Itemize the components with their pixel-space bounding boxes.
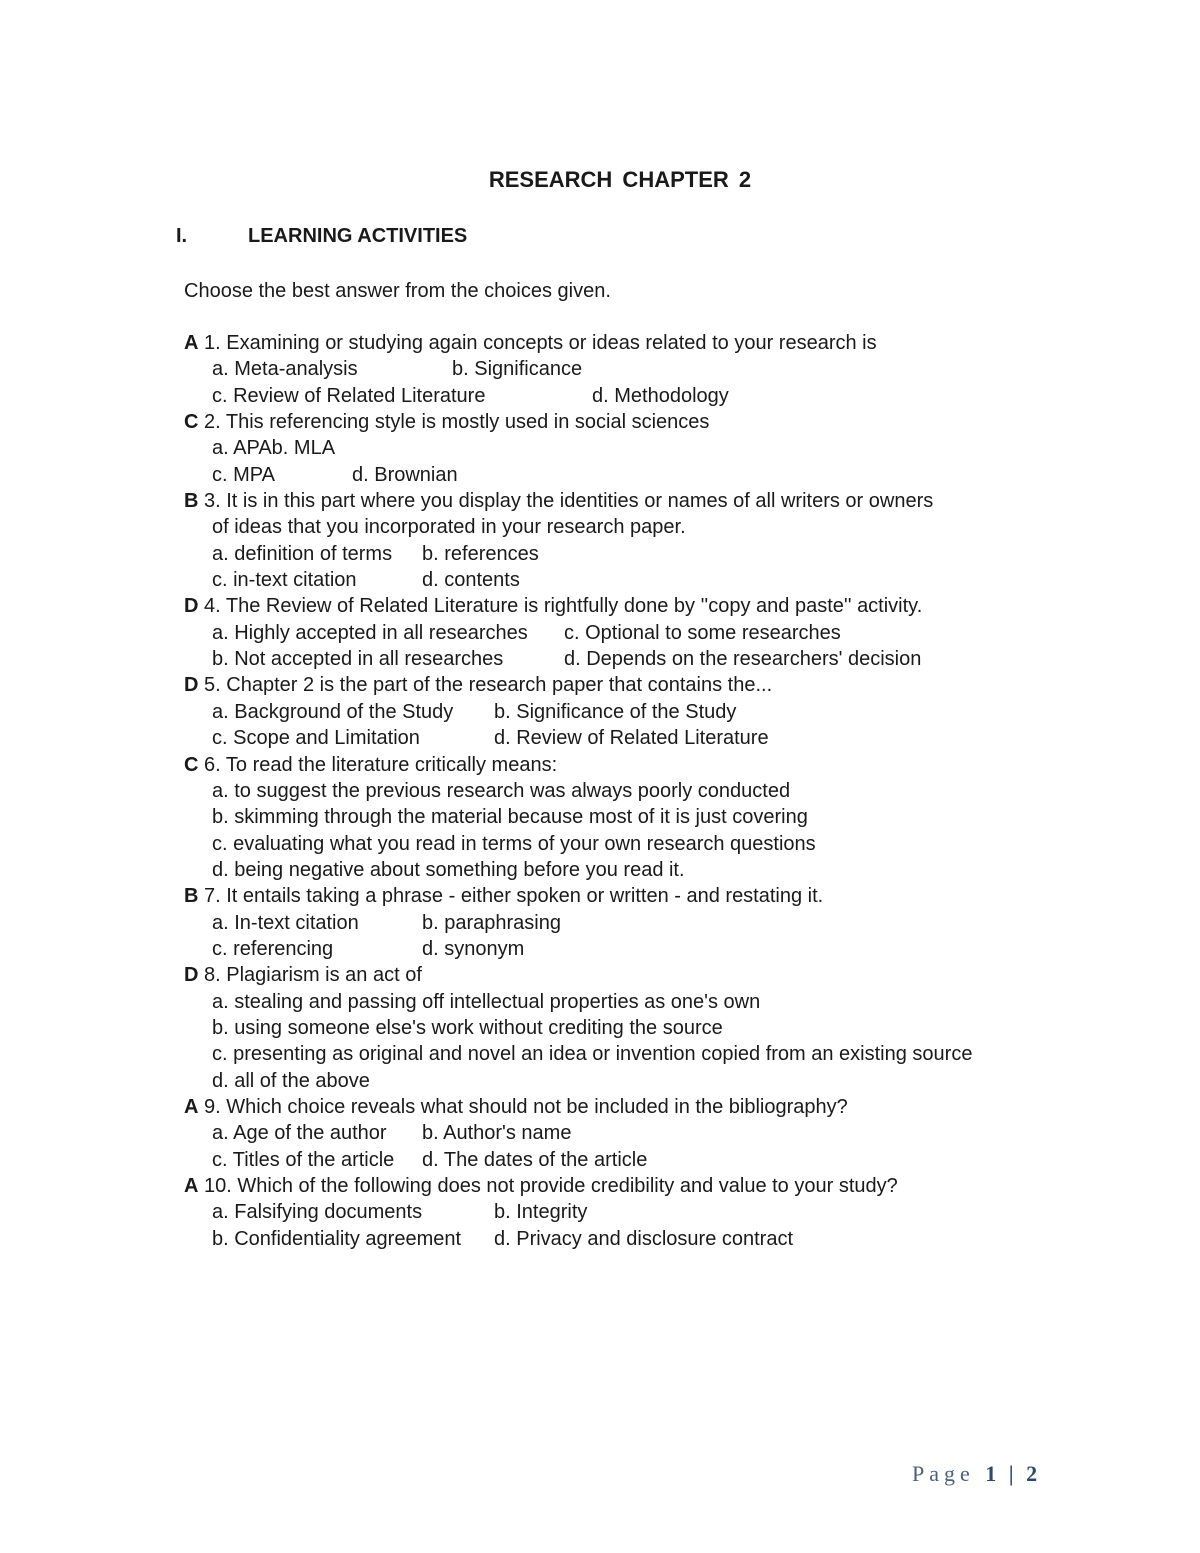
question-item bbox=[184, 593, 1024, 672]
choice-option: d. Privacy and disclosure contract bbox=[494, 1227, 794, 1250]
question-text: 7. It entails taking a phrase - either spoken or written - and restating it. bbox=[204, 885, 824, 908]
answer-key: A bbox=[184, 332, 199, 354]
question-item bbox=[184, 409, 1024, 488]
question-line bbox=[184, 593, 1024, 619]
choice-option: c. Optional to some researches bbox=[564, 621, 841, 644]
page-footer bbox=[912, 1461, 1039, 1487]
question-line bbox=[184, 962, 1024, 988]
question-text: 3. It is in this part where you display the identities or names of all writers or owners bbox=[204, 490, 934, 513]
question-item bbox=[184, 488, 1024, 593]
question-item bbox=[184, 1173, 1024, 1252]
choice-option: d. contents bbox=[422, 569, 520, 592]
question-line bbox=[184, 409, 1024, 435]
choice-option: b. Significance of the Study bbox=[494, 700, 737, 723]
question-line bbox=[184, 330, 1024, 356]
question-item bbox=[184, 883, 1024, 962]
answer-key: C bbox=[184, 753, 199, 776]
question-list bbox=[184, 330, 1024, 1252]
question-text: 2. This referencing style is mostly used in social sciences bbox=[204, 411, 710, 434]
question-line bbox=[184, 883, 1024, 909]
choice-option: c. Titles of the article bbox=[212, 1148, 395, 1171]
choice-row bbox=[184, 831, 1024, 857]
choice-option: b. Not accepted in all researches bbox=[212, 648, 504, 671]
choice-option: b. skimming through the material because most of it is just covering bbox=[212, 806, 808, 829]
answer-key: B bbox=[184, 885, 199, 908]
choice-option: d. Depends on the researchers' decision bbox=[564, 648, 922, 671]
choice-row bbox=[184, 910, 1024, 936]
question-line bbox=[184, 752, 1024, 778]
answer-key: B bbox=[184, 490, 199, 513]
choice-row bbox=[184, 646, 1024, 672]
choice-option: a. Falsifying documents bbox=[212, 1201, 423, 1224]
footer-page-label: Page bbox=[912, 1461, 975, 1486]
choice-option: a. stealing and passing off intellectual properties as one's own bbox=[212, 990, 761, 1013]
choice-option: b. using someone else's work without crediting the source bbox=[212, 1016, 723, 1039]
answer-key: D bbox=[184, 595, 199, 618]
answer-key: D bbox=[184, 674, 199, 697]
choice-row bbox=[184, 1068, 1024, 1094]
choice-option: c. referencing bbox=[212, 937, 334, 960]
choice-option: b. Confidentiality agreement bbox=[212, 1227, 462, 1250]
choice-option: d. Methodology bbox=[592, 384, 729, 407]
choice-option: a. to suggest the previous research was always poorly conducted bbox=[212, 779, 791, 802]
choice-option: b. Author's name bbox=[422, 1122, 572, 1145]
choice-option: d. The dates of the article bbox=[422, 1148, 648, 1171]
answer-key: D bbox=[184, 964, 199, 987]
choice-row bbox=[184, 804, 1024, 830]
choice-row bbox=[184, 1147, 1024, 1173]
choice-option: d. all of the above bbox=[212, 1069, 370, 1092]
choice-row bbox=[184, 1226, 1024, 1252]
choice-option: a. Age of the author bbox=[212, 1122, 387, 1145]
question-item bbox=[184, 752, 1024, 884]
choice-option: c. MPA bbox=[212, 463, 275, 486]
choice-row bbox=[184, 383, 1024, 409]
question-line bbox=[184, 672, 1024, 698]
question-line bbox=[184, 488, 1024, 514]
question-text: 9. Which choice reveals what should not be included in the bibliography? bbox=[204, 1095, 848, 1118]
question-text: 4. The Review of Related Literature is rightfully done by ''copy and paste'' activity. bbox=[204, 595, 923, 618]
choice-option: d. being negative about something before you read it. bbox=[212, 858, 685, 881]
section-number: I. bbox=[176, 225, 188, 247]
question-text: 5. Chapter 2 is the part of the research paper that contains the... bbox=[204, 674, 773, 697]
choice-row bbox=[184, 778, 1024, 804]
question-line bbox=[184, 1094, 1024, 1120]
choice-option: b. Integrity bbox=[494, 1201, 588, 1224]
choice-option: c. presenting as original and novel an idea or invention copied from an existing source bbox=[212, 1043, 973, 1066]
choice-row bbox=[184, 435, 1024, 461]
choice-option: d. Brownian bbox=[352, 463, 458, 486]
choice-option: c. Review of Related Literature bbox=[212, 384, 486, 407]
question-text: 10. Which of the following does not provide credibility and value to your study? bbox=[204, 1175, 898, 1197]
choice-row bbox=[184, 620, 1024, 646]
question-text: 1. Examining or studying again concepts or ideas related to your research is bbox=[204, 332, 877, 354]
section-title: LEARNING ACTIVITIES bbox=[248, 225, 468, 247]
footer-current-page: 1 bbox=[985, 1461, 999, 1486]
choice-row bbox=[184, 1199, 1024, 1225]
choice-option: a. Highly accepted in all researches bbox=[212, 621, 528, 644]
answer-key: A bbox=[184, 1095, 199, 1118]
choice-row bbox=[184, 699, 1024, 725]
question-text-continued: of ideas that you incorporated in your research paper. bbox=[212, 516, 686, 539]
choice-row bbox=[184, 936, 1024, 962]
footer-separator: | bbox=[1008, 1461, 1016, 1486]
question-text: 8. Plagiarism is an act of bbox=[204, 964, 422, 987]
question-item bbox=[184, 1094, 1024, 1173]
choice-row bbox=[184, 541, 1024, 567]
choice-option: d. Review of Related Literature bbox=[494, 727, 769, 750]
question-text: 6. To read the literature critically means: bbox=[204, 753, 558, 776]
choice-row bbox=[184, 725, 1024, 751]
choice-row bbox=[184, 567, 1024, 593]
question-item bbox=[184, 672, 1024, 751]
choice-row bbox=[184, 1015, 1024, 1041]
section-heading bbox=[176, 225, 467, 248]
page-title: RESEARCH CHAPTER 2 bbox=[488, 167, 752, 192]
choice-row bbox=[184, 1120, 1024, 1146]
choice-row bbox=[184, 857, 1024, 883]
choice-option: a. definition of terms bbox=[212, 542, 393, 565]
choice-row bbox=[184, 989, 1024, 1015]
footer-total-pages: 2 bbox=[1026, 1461, 1040, 1486]
choice-option: a. APAb. MLA bbox=[212, 437, 336, 460]
choice-option: d. synonym bbox=[422, 937, 525, 960]
choice-option: b. paraphrasing bbox=[422, 911, 561, 934]
answer-key: A bbox=[184, 1175, 199, 1197]
choice-row bbox=[184, 462, 1024, 488]
choice-row bbox=[184, 356, 1024, 382]
choice-option: c. Scope and Limitation bbox=[212, 727, 420, 750]
choice-option: a. Meta-analysis bbox=[212, 358, 358, 381]
choice-option: c. evaluating what you read in terms of your own research questions bbox=[212, 832, 816, 855]
choice-option: c. in-text citation bbox=[212, 569, 357, 592]
choice-row bbox=[184, 1041, 992, 1067]
answer-key: C bbox=[184, 411, 199, 434]
choice-option: b. Significance bbox=[452, 358, 583, 381]
question-item bbox=[184, 962, 1024, 1094]
instruction-text: Choose the best answer from the choices given. bbox=[184, 280, 611, 302]
choice-option: a. Background of the Study bbox=[212, 700, 454, 723]
question-line bbox=[184, 1173, 1024, 1199]
choice-option: b. references bbox=[422, 542, 539, 565]
choice-option: a. In-text citation bbox=[212, 911, 359, 934]
question-item bbox=[184, 330, 1024, 409]
